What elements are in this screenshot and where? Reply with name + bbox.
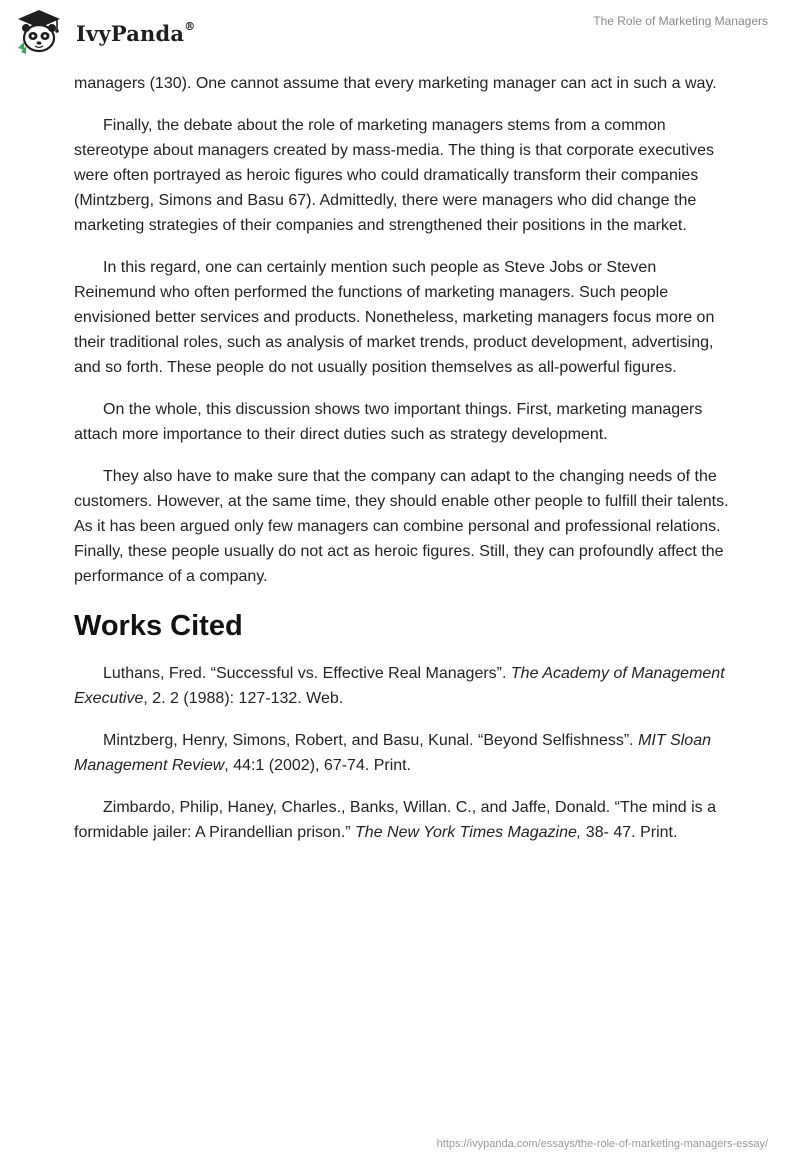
works-cited-heading: Works Cited (74, 610, 243, 642)
brand-name: IvyPanda® (76, 20, 196, 46)
essay-content (74, 71, 734, 862)
paragraph-continuation: managers (130). One cannot assume that every marketing manager can act in such a way. (74, 75, 717, 92)
citation-entry: Zimbardo, Philip, Haney, Charles., Banks, Willan. C., and Jaffe, Donald. “The mind is a formidable jailer: A Pirandellian prison.” The New York Times Magazine, 38- 47. Print. (74, 799, 717, 841)
citation-entry: Mintzberg, Henry, Simons, Robert, and Basu, Kunal. “Beyond Selfishness”. MIT Sloan Management Review, 44:1 (2002), 67-74. Print. (74, 732, 711, 774)
document-title: The Role of Marketing Managers (593, 14, 768, 28)
paragraph: In this regard, one can certainly mention such people as Steve Jobs or Steven Reinemund who often performed the functions of marketing managers. Such people envisioned better services and products. Nonetheless, marketing managers focus more on their traditional roles, such as analysis of market trends, product development, advertising, and so forth. These people do not usually position themselves as all-powerful figures. (74, 259, 715, 376)
paragraph: On the whole, this discussion shows two important things. First, marketing managers attach more importance to their direct duties such as strategy development. (74, 401, 703, 443)
ivypanda-logo[interactable] (14, 8, 204, 58)
paragraph: Finally, the debate about the role of marketing managers stems from a common stereotype about managers created by mass-media. The thing is that corporate executives were often portrayed as heroic figures who could dramatically transform their companies (Mintzberg, Simons and Basu 67). Admittedly, there were managers who did change the marketing strategies of their companies and strengthened their positions in the market. (74, 117, 715, 234)
source-url[interactable]: https://ivypanda.com/essays/the-role-of-marketing-managers-essay/ (436, 1138, 768, 1150)
panda-icon (14, 8, 64, 56)
citation-entry: Luthans, Fred. “Successful vs. Effective Real Managers”. The Academy of Management Executive, 2. 2 (1988): 127-132. Web. (74, 665, 725, 707)
page-header (0, 0, 800, 66)
paragraph: They also have to make sure that the company can adapt to the changing needs of the customers. However, at the same time, they should enable other people to fulfill their talents. As it has been argued only few managers can combine personal and professional relations. Finally, these people usually do not act as heroic figures. Still, they can profoundly affect the performance of a company. (74, 468, 729, 585)
